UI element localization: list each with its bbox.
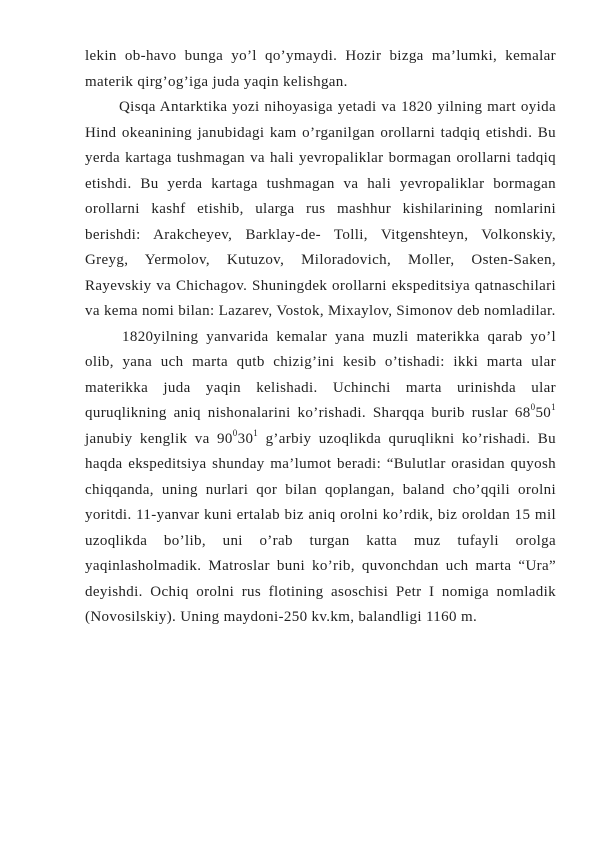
degree-superscript-1: 0 bbox=[530, 402, 536, 412]
degree-superscript-2: 0 bbox=[232, 427, 238, 438]
paragraph-3 bbox=[85, 325, 556, 631]
paragraph-2 bbox=[85, 95, 556, 325]
paragraph-1-text: lekin ob-havo bunga yo’l qo’ymaydi. Hozir bizga ma’lumki, kemalar materik qirg’og’iga juda yaqin kelishgan. bbox=[85, 48, 556, 90]
minutes-value-2: 30 bbox=[237, 430, 254, 447]
paragraph-3-text-end: g’arbiy uzoqlikda quruqlikni ko’rishadi. Bu haqda ekspeditsiya shunday ma’lumot beradi: “Bulutlar orasidan quyosh chiqqanda, uning nurlari qor bilan qoplangan, baland cho’qqili orolni yoritdi. 11-yanvar kuni ertalab biz aniq orolni ko’rdik, biz oroldan 15 mil uzoqlikda bo’lib, uni o’rab turgan katta muz tufayli orolga yaqinlasholmadik. Matroslar buni ko’rib, quvonchdan uch marta “Ura” deyishdi. Ochiq orolni rus flotining asoschisi Petr I nomiga nomladik (Novosilskiy). Uning maydoni-250 kv.km, balandligi 1160 m. bbox=[85, 430, 556, 625]
document-page bbox=[85, 44, 556, 631]
minutes-value-1: 50 bbox=[535, 405, 552, 421]
minute-superscript-1: 1 bbox=[551, 402, 556, 412]
paragraph-1 bbox=[85, 44, 556, 95]
paragraph-3-text-start: 1820yilning yanvarida kemalar yana muzli materikka qarab yo’l olib, yana uch marta qutb chizig’ini kesib o’tishadi: ikki marta ular materikka juda yaqin kelishadi. Uchinchi marta urinishda ular quruqlikning aniq nishonalarini ko’rishadi. Sharqqa burib ruslar 68 bbox=[85, 328, 556, 421]
minute-superscript-2: 1 bbox=[253, 427, 259, 438]
paragraph-3-text-middle: janubiy kenglik va 90 bbox=[85, 430, 233, 447]
paragraph-2-text: Qisqa Antarktika yozi nihoyasiga yetadi va 1820 yilning mart oyida Hind okeanining janubidagi kam o’rganilgan orollarni tadqiq etishdi. Bu yerda kartaga tushmagan va hali yevropaliklar bormagan orollarni tadqiq etishdi. Bu yerda kartaga tushmagan va hali yevropaliklar bormagan orollarni kashf etishib, ularga rus mashhur kishilarining nomlarini berishdi: Arakcheyev, Barklay-de- Tolli, Vitgenshteyn, Volkonskiy, Greyg, Yermolov, Kutuzov, Miloradovich, Moller, Osten-Saken, Rayevskiy va Chichagov. Shuningdek orollarni ekspeditsiya qatnaschilari va kema nomi bilan: Lazarev, Vostok, Mixaylov, Simonov deb nomladilar. bbox=[85, 99, 556, 319]
